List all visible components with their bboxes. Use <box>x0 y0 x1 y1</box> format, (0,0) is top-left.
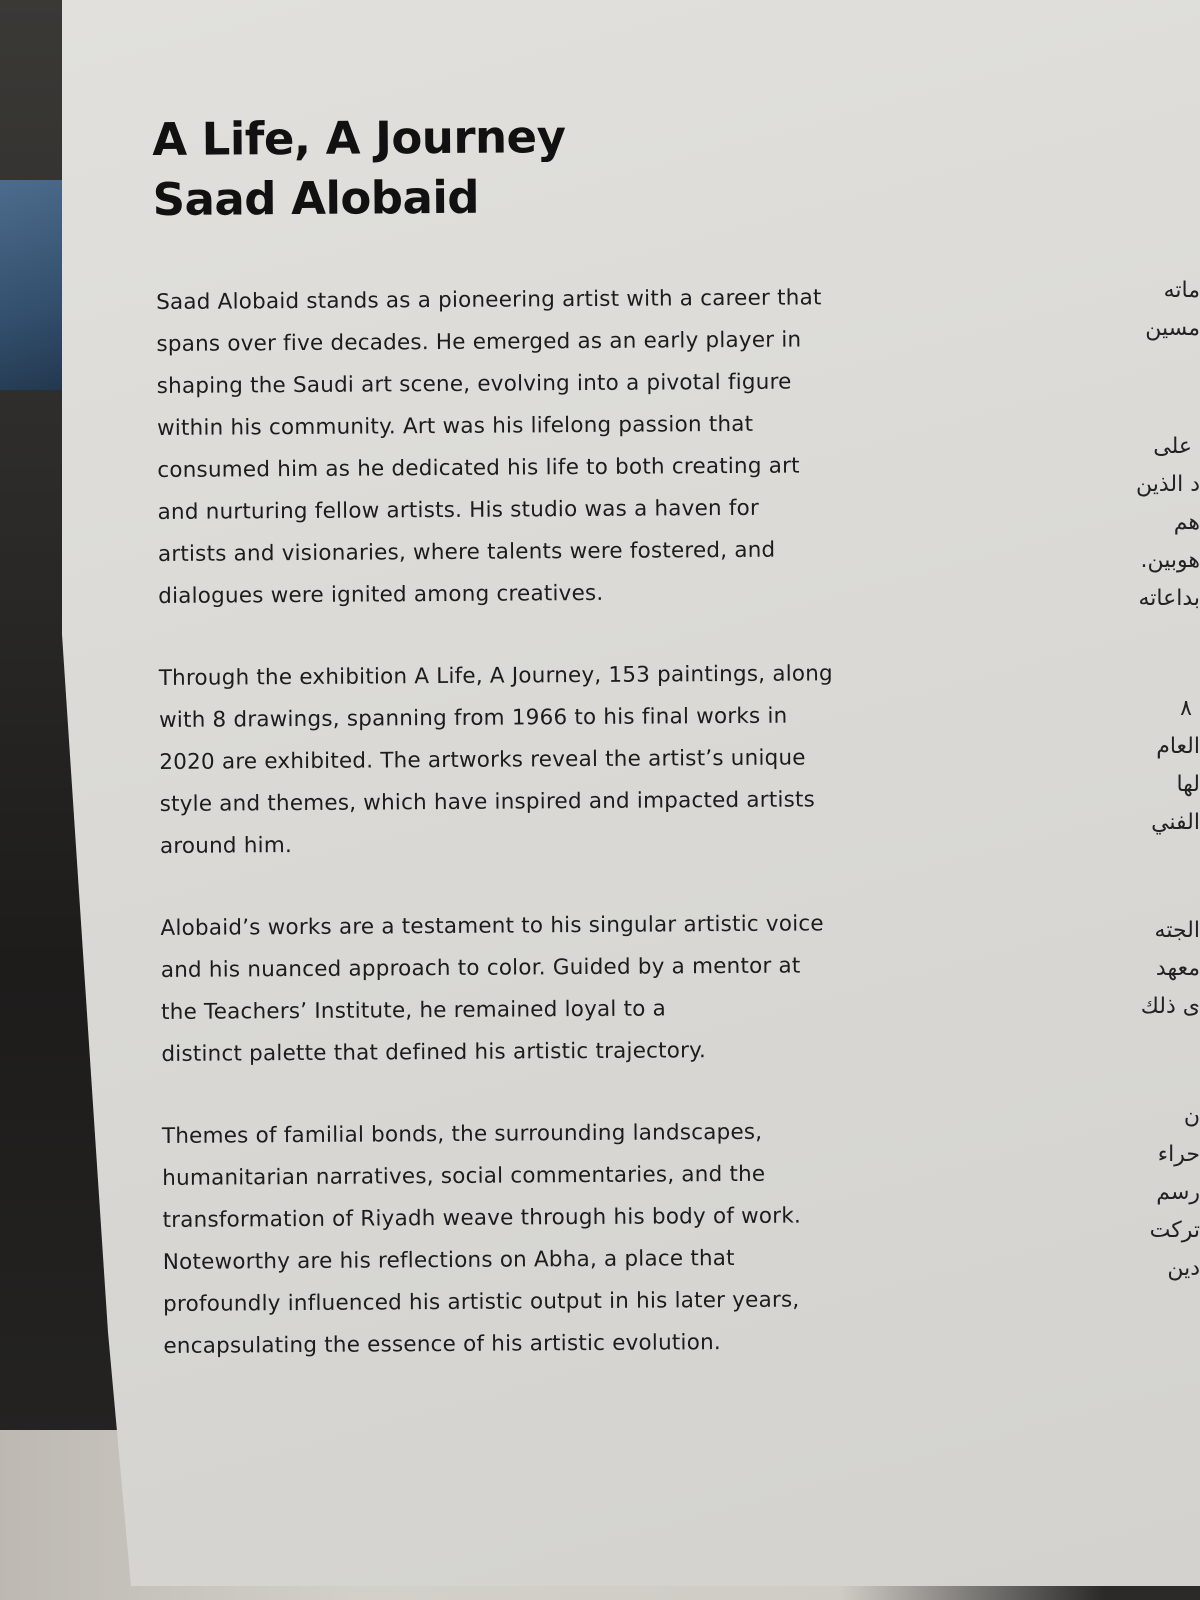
arabic-text-fragment: لها <box>1176 772 1200 797</box>
arabic-text-fragment: معهد <box>1155 956 1200 981</box>
arabic-text-fragment: ى ذلك <box>1140 994 1200 1019</box>
paragraph-exhibition <box>159 653 850 868</box>
arabic-text-fragment: ٨ <box>1180 696 1192 721</box>
arabic-text-fragment: على <box>1153 434 1192 459</box>
exhibition-title <box>152 107 566 230</box>
text-line: artists and visionaries, where talents were fostered, and <box>157 537 776 567</box>
arabic-text-fragment: الفني <box>1151 810 1200 835</box>
paragraph-themes <box>162 1111 854 1368</box>
english-description <box>156 277 854 1408</box>
text-line: transformation of Riyadh weave through his body of work. <box>162 1203 802 1233</box>
text-line: Themes of familial bonds, the surrounding landscapes, <box>161 1119 763 1149</box>
text-line: shaping the Saudi art scene, evolving into a pivotal figure <box>156 369 792 399</box>
text-line: encapsulating the essence of his artistic evolution. <box>163 1330 721 1359</box>
text-line: Through the exhibition A Life, A Journey, 153 paintings, along <box>158 661 833 691</box>
text-line: Alobaid’s works are a testament to his singular artistic voice <box>160 911 824 941</box>
text-line: dialogues were ignited among creatives. <box>158 580 604 609</box>
arabic-text-fragment: ماته <box>1163 278 1200 303</box>
paragraph-introduction <box>156 277 848 618</box>
arabic-text-fragment: مسين <box>1145 316 1200 341</box>
text-line: with 8 drawings, spanning from 1966 to his final works in <box>158 703 788 733</box>
text-line: consumed him as he dedicated his life to both creating art <box>157 453 800 483</box>
text-line: spans over five decades. He emerged as an early player in <box>156 327 802 357</box>
arabic-text-fragment: بداعاته <box>1138 586 1200 611</box>
arabic-text-fragment: هم <box>1173 510 1200 535</box>
text-line: distinct palette that defined his artistic trajectory. <box>161 1038 707 1067</box>
arabic-text-fragment: د الذين <box>1135 472 1200 497</box>
text-line: and his nuanced approach to color. Guided by a mentor at <box>160 953 801 983</box>
text-line: Noteworthy are his reflections on Abha, a place that <box>162 1245 735 1275</box>
arabic-text-fragment: ن <box>1183 1104 1200 1129</box>
text-line: the Teachers’ Institute, he remained loyal to a <box>161 996 667 1025</box>
title-line-artist-name: Saad Alobaid <box>152 170 480 226</box>
text-line: humanitarian narratives, social commentaries, and the <box>162 1161 766 1191</box>
text-line: and nurturing fellow artists. His studio was a haven for <box>157 495 760 525</box>
paragraph-artistic-voice <box>160 903 851 1076</box>
title-line-exhibition-name: A Life, A Journey <box>152 110 566 166</box>
arabic-text-column <box>1100 0 1200 1400</box>
arabic-text-fragment: دين <box>1167 1256 1200 1281</box>
arabic-text-fragment: الجته <box>1154 918 1200 943</box>
text-line: within his community. Art was his lifelong passion that <box>156 411 754 441</box>
arabic-text-fragment: تركت <box>1149 1218 1200 1243</box>
text-line: around him. <box>159 833 293 859</box>
arabic-text-fragment: رسم <box>1156 1180 1200 1205</box>
text-line: Saad Alobaid stands as a pioneering artist with a career that <box>156 285 822 315</box>
arabic-text-fragment: حراء <box>1157 1142 1200 1167</box>
text-line: 2020 are exhibited. The artworks reveal the artist’s unique <box>159 745 806 775</box>
window-reflection <box>0 180 62 390</box>
arabic-text-fragment: العام <box>1156 734 1200 759</box>
text-line: profoundly influenced his artistic output in his later years, <box>163 1287 800 1317</box>
arabic-text-fragment: هوبين. <box>1140 548 1200 573</box>
text-line: style and themes, which have inspired and impacted artists <box>159 787 816 817</box>
